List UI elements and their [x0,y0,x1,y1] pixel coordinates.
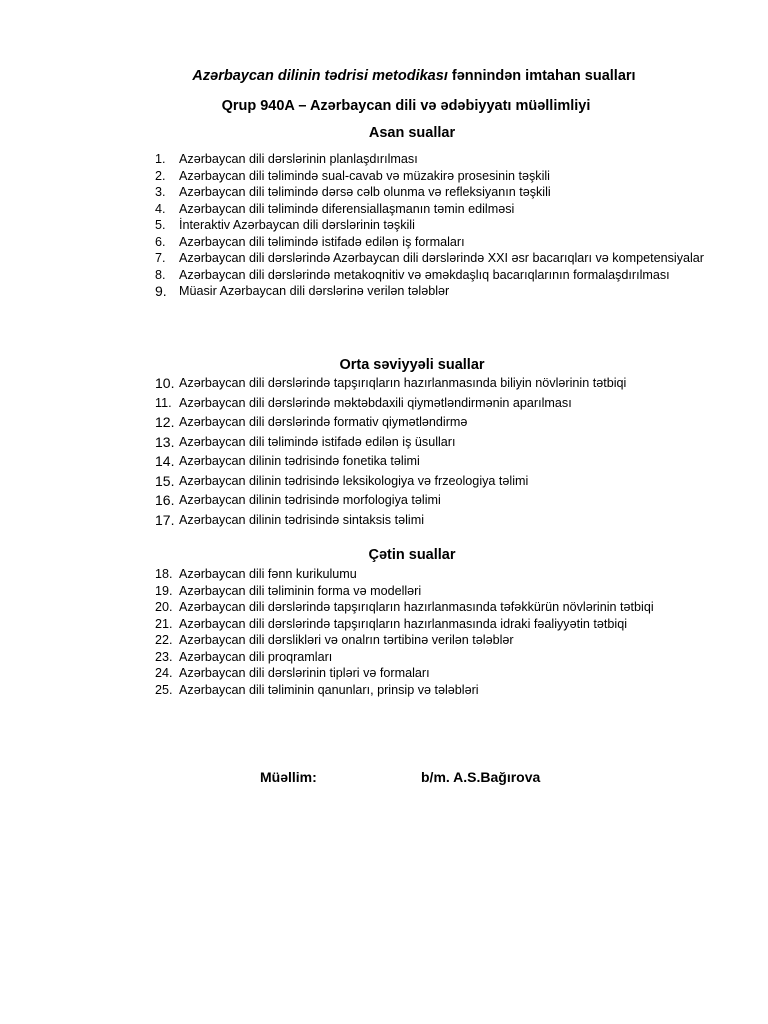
section-heading-easy: Asan suallar [368,125,456,141]
question-text: Azərbaycan dilinin tədrisində leksikologiya və frzeologiya təlimi [179,473,529,488]
question-number: 16. [155,492,175,508]
question-number: 24. [155,666,173,680]
question-number: 12. [155,414,175,430]
group-title: Qrup 940A – Azərbaycan dili və ədəbiyyatı müəllimliyi [221,98,591,114]
question-text: Azərbaycan dilinin tədrisində morfologiya təlimi [179,493,441,507]
question-number: 19. [155,583,173,598]
question-item [155,283,713,300]
title-suffix: fənnindən imtahan sualları [447,68,636,84]
document-title [30,67,768,85]
question-item [155,250,713,267]
question-number: 8. [155,267,166,282]
question-number: 9. [155,283,167,299]
question-item [155,433,713,453]
question-text: Müasir Azərbaycan dili dərslərinə verilən tələblər [179,284,450,298]
question-list-hard [155,566,713,698]
question-text: Azərbaycan dili dərslərində tapşırıqların hazırlanmasında idraki fəaliyyətin tətbiqi [179,616,628,631]
question-list-medium [155,374,713,530]
title-subject: Azərbaycan dilinin tədrisi metodikası [192,68,448,84]
question-number: 5. [155,218,166,232]
question-number: 4. [155,201,166,216]
question-number: 13. [155,433,175,450]
question-text: Azərbaycan dili proqramları [179,649,333,664]
teacher-name: b/m. A.S.Bağırova [421,769,541,785]
question-text: Azərbaycan dilinin tədrisində sintaksis təlimi [179,512,424,527]
question-item [155,151,713,168]
section-heading-medium: Orta səviyyəli suallar [339,357,485,373]
question-item [155,394,713,414]
question-item [155,374,713,394]
question-text: Azərbaycan dili dərslərində məktəbdaxili qiymətləndirmənin aparılması [179,395,572,410]
section-heading-hard: Çətin suallar [368,547,456,563]
question-text: Azərbaycan dili dərslərində metakoqnitiv və əməkdaşlıq bacarıqlarının formalaşdırılması [179,267,670,282]
question-item [155,472,713,492]
question-number: 15. [155,472,175,489]
question-number: 3. [155,185,166,199]
question-number: 7. [155,251,166,265]
question-text: Azərbaycan dili təlimində diferensiallaşmanın təmin edilməsi [179,201,515,216]
question-item [155,616,713,633]
question-text: Azərbaycan dili dərslərində Azərbaycan dili dərslərində XXI əsr bacarıqları və kompetensiyalar [179,251,705,265]
question-item [155,168,713,185]
question-text: Azərbaycan dili təliminin qanunları, prinsip və tələbləri [179,682,479,697]
question-item [155,184,713,201]
question-number: 25. [155,682,173,697]
question-item [155,267,713,284]
question-number: 22. [155,633,173,647]
question-item [155,491,713,511]
question-number: 14. [155,453,175,469]
question-text: Azərbaycan dili təlimində sual-cavab və müzakirə prosesinin təşkili [179,168,550,183]
question-item [155,566,713,583]
question-number: 1. [155,152,166,166]
question-text: Azərbaycan dili dərslərinin tipləri və formaları [179,666,430,680]
question-item [155,665,713,682]
question-item [155,201,713,218]
question-text: Azərbaycan dili dərslərində formativ qiymətləndirmə [179,415,468,429]
question-text: Azərbaycan dili dərslikləri və onalrın tərtibinə verilən tələblər [179,633,514,647]
question-number: 2. [155,168,166,183]
question-text: Azərbaycan dili fənn kurikulumu [179,567,357,581]
question-number: 20. [155,600,173,614]
question-item [155,452,713,472]
question-number: 6. [155,234,166,249]
question-number: 11. [155,395,172,410]
question-number: 10. [155,375,175,391]
question-number: 21. [155,616,173,631]
question-text: Azərbaycan dili dərslərinin planlaşdırılması [179,152,418,166]
question-item [155,413,713,433]
question-text: Azərbaycan dili təliminin forma və modelləri [179,583,422,598]
teacher-label: Müəllim: [260,769,317,785]
question-text: Azərbaycan dili dərslərində tapşırıqların hazırlanmasında təfəkkürün növlərinin tətbiqi [179,600,654,614]
question-item [155,583,713,600]
question-text: Azərbaycan dili təlimində dərsə cəlb olunma və refleksiyanın təşkili [179,185,551,199]
question-item [155,234,713,251]
question-list-easy [155,151,713,300]
question-item [155,511,713,531]
question-text: Azərbaycan dilinin tədrisində fonetika təlimi [179,454,420,468]
question-number: 18. [155,567,173,581]
question-item [155,649,713,666]
question-number: 17. [155,511,175,528]
question-text: İnteraktiv Azərbaycan dili dərslərinin təşkili [179,218,415,232]
question-item [155,632,713,649]
question-text: Azərbaycan dili təlimində istifadə edilən iş formaları [179,234,465,249]
question-item [155,682,713,699]
question-item [155,599,713,616]
question-item [155,217,713,234]
question-text: Azərbaycan dili təlimində istifadə edilən iş üsulları [179,434,456,449]
question-text: Azərbaycan dili dərslərində tapşırıqların hazırlanmasında biliyin növlərinin tətbiqi [179,376,627,390]
question-number: 23. [155,649,173,664]
